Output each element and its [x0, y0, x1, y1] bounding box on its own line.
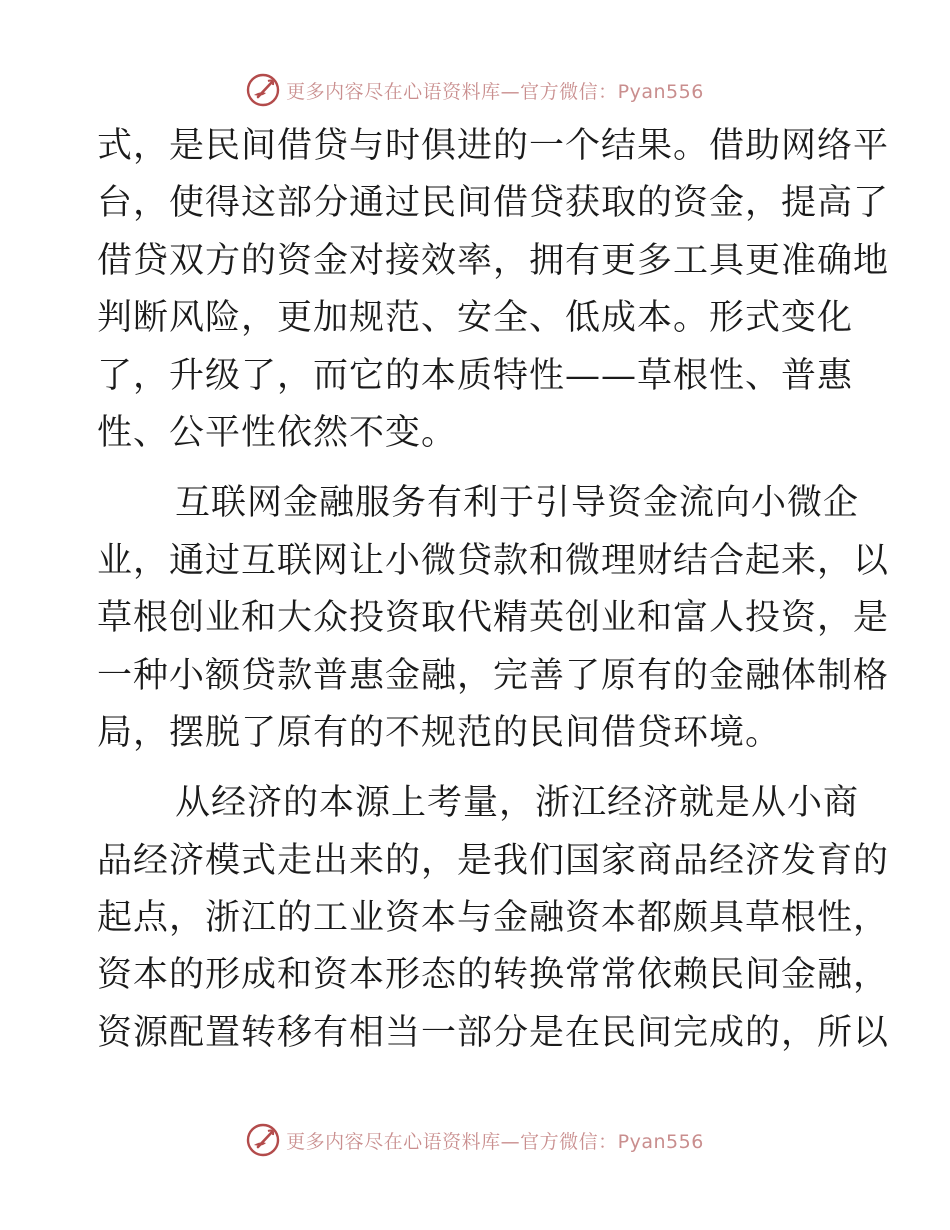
- text-line: 草根创业和大众投资取代精英创业和富人投资，是: [97, 598, 890, 639]
- text-line: 式，是民间借贷与时俱进的一个结果。借助网络平: [97, 126, 890, 166]
- text-line: 一种小额贷款普惠金融，完善了原有的金融体制格: [97, 655, 890, 696]
- book-quill-logo-icon: [246, 1123, 280, 1157]
- text-line: 性、公平性依然不变。: [97, 412, 458, 453]
- text-line: 借贷双方的资金对接效率，拥有更多工具更准确地: [97, 240, 890, 281]
- paragraph: [97, 475, 890, 762]
- text-line: 品经济模式走出来的，是我们国家商品经济发育的: [97, 840, 890, 881]
- paragraph: [97, 118, 890, 462]
- text-line: 业，通过互联网让小微贷款和微理财结合起来，以: [97, 540, 890, 581]
- text-line: 台，使得这部分通过民间借贷获取的资金，提高了: [97, 183, 890, 224]
- paragraph: [97, 775, 890, 1062]
- text-line: 局，摆脱了原有的不规范的民间借贷环境。: [97, 712, 782, 753]
- document-body: [97, 118, 890, 1062]
- watermark-text: 更多内容尽在心语资料库—官方微信：Pyan556: [286, 1130, 704, 1153]
- text-line: 资本的形成和资本形态的转换常常依赖民间金融，: [97, 955, 890, 996]
- watermark-text: 更多内容尽在心语资料库—官方微信：Pyan556: [286, 80, 704, 103]
- footer-watermark-banner: [0, 1120, 950, 1160]
- header-watermark-banner: [0, 70, 950, 110]
- text-line: 了，升级了，而它的本质特性——草根性、普惠: [97, 355, 854, 396]
- text-line: 从经济的本源上考量，浙江经济就是从小商: [175, 783, 860, 824]
- text-line: 判断风险，更加规范、安全、低成本。形式变化: [97, 298, 854, 339]
- text-line: 起点，浙江的工业资本与金融资本都颇具草根性，: [97, 898, 890, 939]
- text-line: 互联网金融服务有利于引导资金流向小微企: [175, 483, 860, 524]
- text-line: 资源配置转移有相当一部分是在民间完成的，所以: [97, 1012, 890, 1053]
- book-quill-logo-icon: [246, 73, 280, 107]
